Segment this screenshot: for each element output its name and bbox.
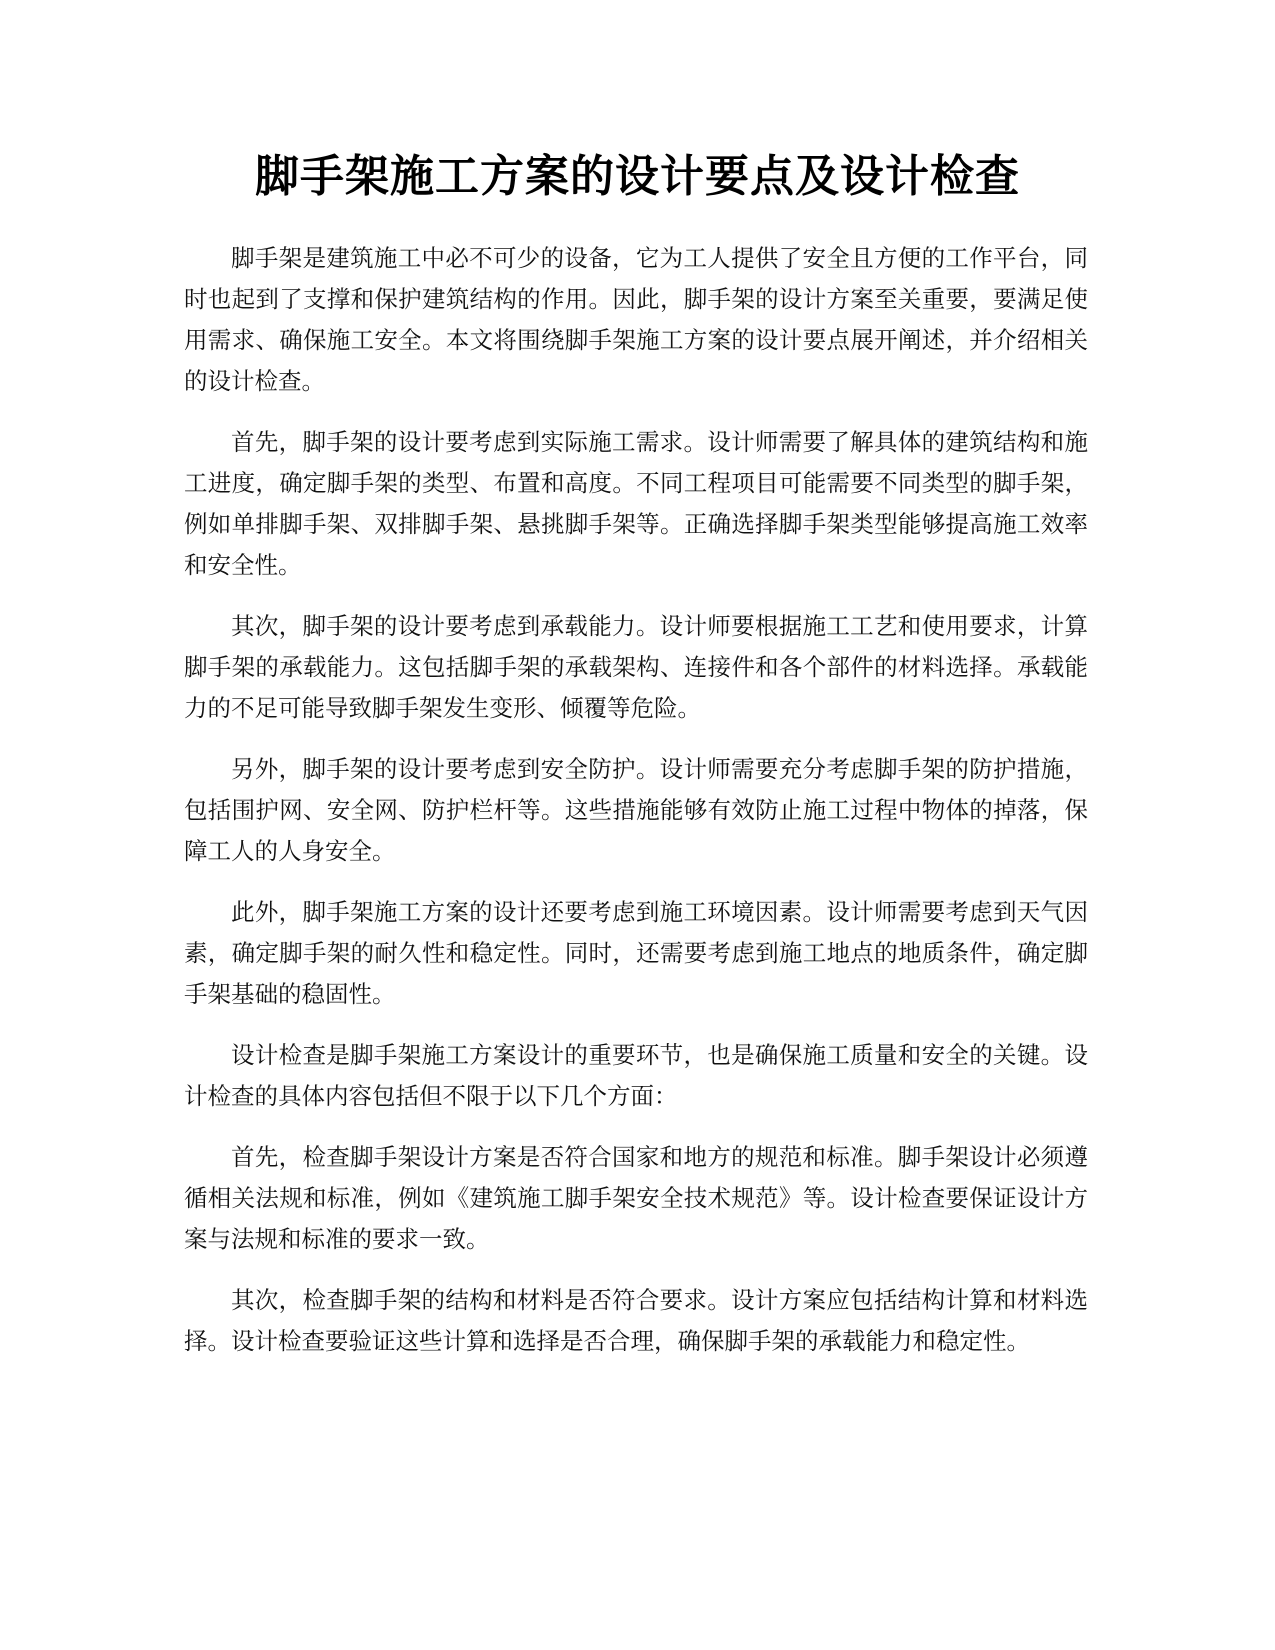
paragraph-check-standards: 首先，检查脚手架设计方案是否符合国家和地方的规范和标准。脚手架设计必须遵循相关法规和标准，例如《建筑施工脚手架安全技术规范》等。设计检查要保证设计方案与法规和标准的要求一致。	[184, 1143, 1088, 1253]
paragraph-safety-protection: 另外，脚手架的设计要考虑到安全防护。设计师需要充分考虑脚手架的防护措施，包括围护网、安全网、防护栏杆等。这些措施能够有效防止施工过程中物体的掉落，保障工人的人身安全。	[184, 755, 1088, 865]
paragraph-design-check-intro: 设计检查是脚手架施工方案设计的重要环节，也是确保施工质量和安全的关键。设计检查的具体内容包括但不限于以下几个方面：	[184, 1041, 1088, 1110]
paragraph-construction-needs: 首先，脚手架的设计要考虑到实际施工需求。设计师需要了解具体的建筑结构和施工进度，确定脚手架的类型、布置和高度。不同工程项目可能需要不同类型的脚手架，例如单排脚手架、双排脚手架、悬挑脚手架等。正确选择脚手架类型能够提高施工效率和安全性。	[184, 428, 1088, 579]
paragraph-check-structure: 其次，检查脚手架的结构和材料是否符合要求。设计方案应包括结构计算和材料选择。设计检查要验证这些计算和选择是否合理，确保脚手架的承载能力和稳定性。	[184, 1286, 1088, 1355]
paragraph-intro: 脚手架是建筑施工中必不可少的设备，它为工人提供了安全且方便的工作平台，同时也起到了支撑和保护建筑结构的作用。因此，脚手架的设计方案至关重要，要满足使用需求、确保施工安全。本文将围绕脚手架施工方案的设计要点展开阐述，并介绍相关的设计检查。	[184, 244, 1088, 395]
paragraph-load-capacity: 其次，脚手架的设计要考虑到承载能力。设计师要根据施工工艺和使用要求，计算脚手架的承载能力。这包括脚手架的承载架构、连接件和各个部件的材料选择。承载能力的不足可能导致脚手架发生变形、倾覆等危险。	[184, 612, 1088, 722]
document-title: 脚手架施工方案的设计要点及设计检查	[255, 151, 1020, 202]
paragraph-environment: 此外，脚手架施工方案的设计还要考虑到施工环境因素。设计师需要考虑到天气因素，确定脚手架的耐久性和稳定性。同时，还需要考虑到施工地点的地质条件，确定脚手架基础的稳固性。	[184, 898, 1088, 1008]
document-body	[184, 238, 1088, 1382]
